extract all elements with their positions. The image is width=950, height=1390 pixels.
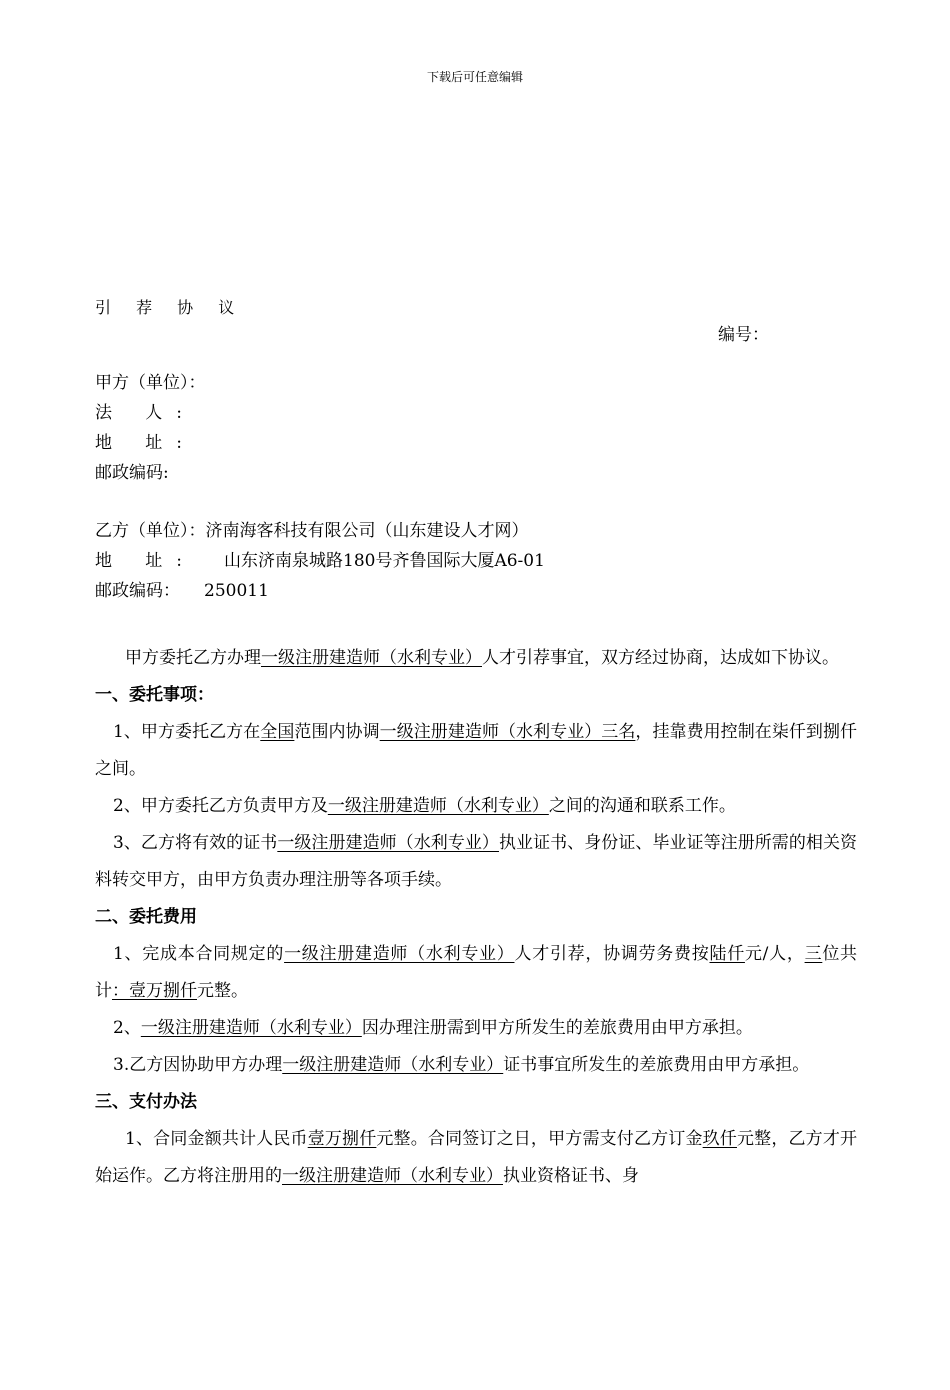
party-b-address: [95, 546, 545, 571]
party-b-unit: [95, 516, 529, 541]
party-a-legal: [95, 398, 182, 423]
number-label: 编号：: [718, 325, 769, 345]
party-b-postcode: [95, 576, 269, 601]
section-2-heading: 二、委托费用: [95, 907, 197, 927]
intro-paragraph: 甲方委托乙方办理一级注册建造师（水利专业）人才引荐事宜，双方经过协商，达成如下协议。: [125, 648, 839, 668]
section-3-heading: 三、支付办法: [95, 1092, 197, 1112]
section-1-item-3: 3、乙方将有效的证书一级注册建造师（水利专业）执业证书、身份证、毕业证等注册所需的相关资料转交甲方，由甲方负责办理注册等各项手续。: [95, 833, 857, 890]
document-title: 引 荐 协 议: [95, 298, 245, 317]
party-b-postcode-value: 250011: [204, 581, 269, 601]
party-b-address-value: 山东济南泉城路180号齐鲁国际大厦A6-01: [224, 551, 545, 571]
party-a-address: [95, 428, 182, 453]
party-b-postcode-label: 邮政编码：: [95, 581, 180, 601]
agreement-body: [95, 640, 857, 1195]
section-1-item-2: 2、甲方委托乙方负责甲方及一级注册建造师（水利专业）之间的沟通和联系工作。: [113, 796, 736, 816]
header-note: 下载后可任意编辑: [426, 70, 523, 84]
section-2-item-3: 3.乙方因协助甲方办理一级注册建造师（水利专业）证书事宜所发生的差旅费用由甲方承担。: [113, 1055, 810, 1075]
section-3-item-1: 1、合同金额共计人民币壹万捌仟元整。合同签订之日，甲方需支付乙方订金玖仟元整，乙方才开始运作。乙方将注册用的一级注册建造师（水利专业）执业资格证书、身: [95, 1129, 858, 1186]
section-2-item-2: 2、一级注册建造师（水利专业）因办理注册需到甲方所发生的差旅费用由甲方承担。: [113, 1018, 753, 1038]
party-a-unit: 甲方（单位）：: [95, 373, 206, 393]
party-a-legal-label: 法 人:: [95, 403, 182, 423]
party-b-unit-label: 乙方（单位）：: [95, 521, 206, 541]
section-1-item-1: 1、甲方委托乙方在全国范围内协调一级注册建造师（水利专业）三名，挂靠费用控制在柒仟到捌仟之间。: [95, 722, 858, 779]
party-a-address-label: 地 址:: [95, 433, 182, 453]
section-1-heading: 一、委托事项：: [95, 685, 214, 705]
party-b-unit-value: 济南海客科技有限公司（山东建设人才网）: [205, 521, 529, 541]
party-b-address-label: 地 址:: [95, 551, 182, 571]
section-2-item-1: 1、完成本合同规定的一级注册建造师（水利专业）人才引荐，协调劳务费按陆仟元/人，三位共计：壹万捌仟元整。: [95, 944, 858, 1001]
party-a-postcode: 邮政编码:: [95, 463, 169, 483]
